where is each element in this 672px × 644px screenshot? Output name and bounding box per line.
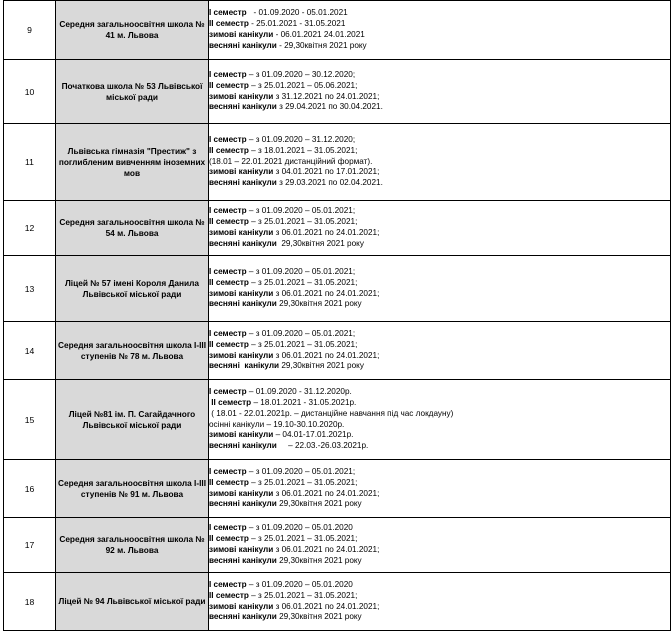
row-number: 10 (4, 60, 56, 124)
row-number: 16 (4, 460, 56, 518)
term-value: – з 01.09.2020 – 05.01.2020 (246, 579, 353, 589)
term-line (209, 167, 670, 178)
term-line (209, 70, 670, 81)
term-line (209, 580, 670, 591)
term-value: – з 25.01.2021 – 31.05.2021; (248, 534, 358, 544)
term-value: – 01.09.2020 - 31.12.2020р. (246, 387, 352, 397)
term-value: – з 25.01.2021 – 31.05.2021; (248, 590, 358, 600)
term-line (209, 612, 670, 623)
term-line (209, 217, 670, 228)
term-line (209, 267, 670, 278)
term-value: – з 25.01.2021 – 31.05.2021; (248, 477, 358, 487)
term-line (209, 420, 670, 431)
term-line (209, 398, 670, 409)
term-value: – з 01.09.2020 – 05.01.2021; (246, 466, 356, 476)
school-name: Львівська гімназія "Престиж" з поглибленим вивченням іноземних мов (56, 124, 209, 201)
term-label: І семестр (209, 69, 247, 79)
term-label: весняні канікули (209, 361, 280, 371)
row-number: 13 (4, 256, 56, 322)
term-label: зимові канікули (209, 167, 274, 177)
term-value: – 04.01-17.01.2021р. (273, 430, 354, 440)
term-value: з 31.12.2021 по 24.01.2021; (273, 91, 380, 101)
term-line (209, 289, 670, 300)
term-label: зимові канікули (209, 228, 274, 237)
term-line (209, 534, 670, 545)
term-value: з 29.04.2021 по 30.04.2021. (276, 102, 383, 112)
table-row (4, 1, 671, 60)
term-line (209, 135, 670, 146)
row-number: 14 (4, 322, 56, 380)
term-value: – з 18.01.2021 – 31.05.2021; (248, 145, 358, 155)
term-line (209, 299, 670, 310)
term-value: з 06.01.2021 по 24.01.2021; (273, 350, 380, 360)
term-line (209, 278, 670, 289)
term-line (209, 591, 670, 602)
term-label: зимові канікули (209, 601, 274, 611)
term-line (209, 19, 670, 30)
school-name: Середня загальноосвітня школа І-ІІІ ступенів № 78 м. Львова (56, 322, 209, 380)
term-line (209, 178, 670, 189)
term-dates (209, 60, 671, 124)
term-line (209, 8, 670, 19)
term-value: – з 01.09.2020 – 31.12.2020; (246, 135, 356, 144)
term-label: весняні канікули (209, 441, 277, 451)
term-value: ( 18.01 - 22.01.2021р. – дистанційне навчання під час локдауну) (209, 408, 454, 418)
term-label: зимові канікули (209, 350, 274, 360)
term-label: І семестр (209, 135, 247, 144)
term-value: з 29.03.2021 по 02.04.2021. (276, 178, 383, 188)
term-value: 29,30квітня 2021 року (276, 238, 364, 248)
term-value: – 18.01.2021 - 31.05.2021р. (251, 397, 357, 407)
term-value: – з 01.09.2020 – 30.12.2020; (246, 69, 356, 79)
term-line (209, 387, 670, 398)
term-line (209, 329, 670, 340)
term-line (209, 430, 670, 441)
row-number: 12 (4, 201, 56, 256)
school-name: Середня загальноосвітня школа № 54 м. Львова (56, 201, 209, 256)
school-name: Ліцей № 94 Львівської міської ради (56, 573, 209, 631)
term-label: зимові канікули (209, 91, 274, 101)
term-value: - 01.09.2020 - 05.01.2021 (246, 8, 348, 18)
term-dates (209, 201, 671, 256)
term-label: ІІ семестр (209, 477, 249, 487)
term-label: І семестр (209, 466, 247, 476)
school-name: Початкова школа № 53 Львівської міської ради (56, 60, 209, 124)
row-number: 11 (4, 124, 56, 201)
term-value: з 04.01.2021 по 17.01.2021; (273, 167, 380, 177)
term-line (209, 523, 670, 534)
school-name: Середня загальноосвітня школа І-ІІІ ступенів № 91 м. Львова (56, 460, 209, 518)
term-line (209, 409, 670, 420)
term-value: з 06.01.2021 по 24.01.2021; (273, 601, 380, 611)
table-row (4, 380, 671, 460)
term-line (209, 545, 670, 556)
term-label: весняні канікули (209, 299, 277, 309)
term-line (209, 499, 670, 510)
term-dates (209, 573, 671, 631)
term-label: ІІ семестр (209, 277, 249, 287)
table-row (4, 460, 671, 518)
term-dates (209, 460, 671, 518)
term-label: зимові канікули (209, 488, 274, 498)
term-label: зимові канікули (209, 430, 274, 440)
term-value: з 06.01.2021 по 24.01.2021; (273, 228, 380, 237)
term-line (209, 361, 670, 372)
term-line (209, 30, 670, 41)
term-dates (209, 380, 671, 460)
school-name: Середня загальноосвітня школа № 92 м. Львова (56, 518, 209, 573)
term-line (209, 351, 670, 362)
school-name: Ліцей №81 ім. П. Сагайдачного Львівської міської ради (56, 380, 209, 460)
term-value: осінні канікули – 19.10-30.10.2020р. (209, 419, 345, 429)
term-value: – з 01.09.2020 – 05.01.2021; (246, 328, 356, 338)
term-value: - 29,30квітня 2021 року (276, 40, 367, 50)
term-line (209, 146, 670, 157)
term-value: - 06.01.2021 24.01.2021 (273, 30, 365, 39)
term-value: з 06.01.2021 по 24.01.2021; (273, 488, 380, 498)
term-dates (209, 322, 671, 380)
term-label: ІІ семестр (209, 397, 252, 407)
term-label: ІІ семестр (209, 534, 249, 544)
school-name: Ліцей № 57 імені Короля Данила Львівської міської ради (56, 256, 209, 322)
term-label: весняні канікули (209, 102, 277, 112)
term-line (209, 556, 670, 567)
row-number: 15 (4, 380, 56, 460)
term-value: 29,30квітня 2021 року (276, 555, 362, 565)
term-label: зимові канікули (209, 30, 274, 39)
term-label: зимові канікули (209, 545, 274, 554)
term-dates (209, 518, 671, 573)
table-row (4, 124, 671, 201)
term-value: – з 01.09.2020 – 05.01.2021; (246, 266, 356, 276)
school-name: Середня загальноосвітня школа № 41 м. Львова (56, 1, 209, 60)
term-label: весняні канікули (209, 499, 277, 509)
row-number: 18 (4, 573, 56, 631)
term-value: 29,30квітня 2021 року (279, 361, 364, 371)
term-label: весняні канікули (209, 555, 277, 565)
term-line (209, 206, 670, 217)
term-line (209, 102, 670, 113)
term-label: ІІ семестр (209, 339, 249, 349)
term-label: ІІ семестр (209, 80, 249, 90)
term-dates (209, 124, 671, 201)
term-dates (209, 1, 671, 60)
term-line (209, 602, 670, 613)
term-line (209, 467, 670, 478)
term-value: – 22.03.-26.03.2021р. (276, 441, 369, 451)
schedule-table (3, 0, 671, 631)
term-value: – з 01.09.2020 – 05.01.2021; (246, 206, 356, 216)
term-line (209, 81, 670, 92)
table-row (4, 60, 671, 124)
term-dates (209, 256, 671, 322)
term-line (209, 228, 670, 239)
schedule-table-body (4, 1, 671, 631)
term-value: 29,30квітня 2021 року (276, 612, 362, 622)
table-row (4, 256, 671, 322)
term-label: ІІ семестр (209, 145, 249, 155)
term-line (209, 489, 670, 500)
table-row (4, 201, 671, 256)
term-label: І семестр (209, 523, 247, 533)
term-value: – з 01.09.2020 – 05.01.2020 (246, 523, 353, 533)
term-label: І семестр (209, 387, 247, 397)
term-label: І семестр (209, 266, 247, 276)
term-value: – з 25.01.2021 – 31.05.2021; (248, 277, 358, 287)
row-number: 17 (4, 518, 56, 573)
term-value: з 06.01.2021 по 24.01.2021; (273, 288, 380, 298)
term-value: – з 25.01.2021 – 31.05.2021; (248, 217, 358, 227)
term-line (209, 239, 670, 250)
term-label: ІІ семестр (209, 19, 249, 29)
term-label: ІІ семестр (209, 590, 249, 600)
term-label: весняні канікули (209, 40, 277, 50)
term-value: 29,30квітня 2021 року (276, 299, 362, 309)
term-value: з 06.01.2021 по 24.01.2021; (273, 545, 380, 554)
term-value: – з 25.01.2021 – 31.05.2021; (248, 339, 358, 349)
term-line (209, 157, 670, 168)
term-label: весняні канікули (209, 178, 277, 188)
term-label: І семестр (209, 328, 247, 338)
table-row (4, 322, 671, 380)
term-label: ІІ семестр (209, 217, 249, 227)
term-label: І семестр (209, 579, 247, 589)
term-value: - 25.01.2021 - 31.05.2021 (248, 19, 346, 29)
term-label: весняні канікули (209, 238, 277, 248)
term-value: (18.01 – 22.01.2021 дистанційний формат). (209, 156, 373, 166)
table-row (4, 573, 671, 631)
term-label: весняні канікули (209, 612, 277, 622)
term-label: І семестр (209, 8, 247, 18)
term-line (209, 441, 670, 452)
term-line (209, 41, 670, 52)
term-value: 29,30квітня 2021 року (276, 499, 362, 509)
table-row (4, 518, 671, 573)
term-label: зимові канікули (209, 288, 274, 298)
term-value: – з 25.01.2021 – 05.06.2021; (248, 80, 358, 90)
term-line (209, 340, 670, 351)
term-label: І семестр (209, 206, 247, 216)
term-line (209, 92, 670, 103)
term-line (209, 478, 670, 489)
row-number: 9 (4, 1, 56, 60)
